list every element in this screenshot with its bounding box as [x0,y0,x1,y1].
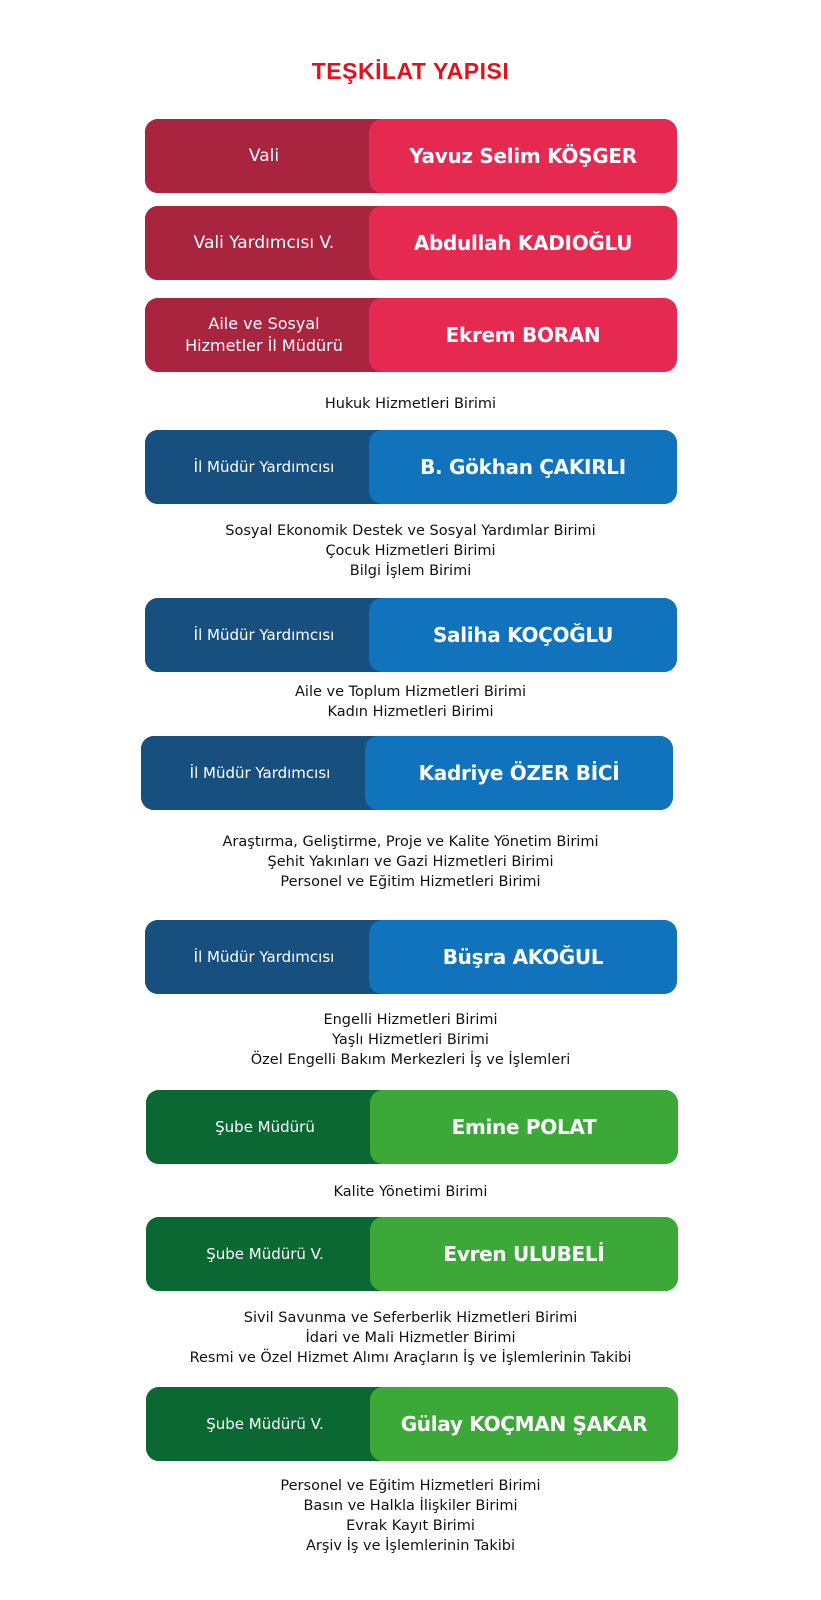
unit-item: Personel ve Eğitim Hizmetleri Birimi [280,874,541,890]
org-card-il-mudur-yardimcisi-2 [145,598,677,672]
unit-item: Resmi ve Özel Hizmet Alımı Araçların İş ve İşlemlerinin Takibi [189,1350,632,1366]
role-label-line-1: Aile ve Sosyal [208,314,320,333]
role-label: İl Müdür Yardımcısı [145,430,383,504]
role-label: Şube Müdürü V. [146,1387,384,1461]
unit-list-8 [0,1476,821,1556]
person-name: Kadriye ÖZER BİCİ [365,736,673,810]
org-card-il-mudur-yardimcisi-4 [145,920,677,994]
role-label: Vali [145,119,383,193]
role-label [145,298,383,372]
page-title: TEŞKİLAT YAPISI [311,58,510,84]
role-label: İl Müdür Yardımcısı [141,736,379,810]
org-card-il-mudur-yardimcisi-3 [141,736,673,810]
role-label: Vali Yardımcısı V. [145,206,383,280]
person-name: Yavuz Selim KÖŞGER [369,119,677,193]
unit-item: Özel Engelli Bakım Merkezleri İş ve İşlemleri [250,1052,571,1068]
role-label: İl Müdür Yardımcısı [145,598,383,672]
unit-item: Aile ve Toplum Hizmetleri Birimi [295,684,526,700]
role-label: Şube Müdürü V. [146,1217,384,1291]
unit-item: Engelli Hizmetleri Birimi [323,1012,498,1028]
unit-list-hukuk [0,394,821,414]
unit-item: Evrak Kayıt Birimi [346,1518,475,1534]
org-card-sube-muduru-3 [146,1387,678,1461]
unit-list-5 [0,1010,821,1070]
role-label-line-2: Hizmetler İl Müdürü [185,336,343,355]
person-name: Saliha KOÇOĞLU [369,598,677,672]
person-name: Emine POLAT [370,1090,678,1164]
org-card-vali-yardimcisi [145,206,677,280]
org-card-sube-muduru-2 [146,1217,678,1291]
role-label: İl Müdür Yardımcısı [145,920,383,994]
org-card-il-muduru [145,298,677,372]
unit-item: İdari ve Mali Hizmetler Birimi [305,1330,516,1346]
unit-item: Sosyal Ekonomik Destek ve Sosyal Yardımlar Birimi [225,523,596,539]
org-card-vali [145,119,677,193]
unit-list-4 [0,832,821,892]
person-name: Ekrem BORAN [369,298,677,372]
unit-list-7 [0,1308,821,1368]
unit-item: Araştırma, Geliştirme, Proje ve Kalite Yönetim Birimi [222,834,599,850]
unit-item: Çocuk Hizmetleri Birimi [325,543,496,559]
unit-list-6 [0,1182,821,1202]
org-card-il-mudur-yardimcisi-1 [145,430,677,504]
unit-item: Kalite Yönetimi Birimi [333,1184,488,1200]
unit-list-2 [0,521,821,581]
unit-item: Basın ve Halkla İlişkiler Birimi [303,1498,518,1514]
unit-list-3 [0,682,821,722]
unit-item: Bilgi İşlem Birimi [349,563,472,579]
unit-item: Arşiv İş ve İşlemlerinin Takibi [305,1538,516,1554]
role-label: Şube Müdürü [146,1090,384,1164]
person-name: Abdullah KADIOĞLU [369,206,677,280]
person-name: B. Gökhan ÇAKIRLI [369,430,677,504]
org-card-sube-muduru-1 [146,1090,678,1164]
unit-item: Personel ve Eğitim Hizmetleri Birimi [280,1478,541,1494]
unit-item: Yaşlı Hizmetleri Birimi [332,1032,489,1048]
unit-item: Kadın Hizmetleri Birimi [327,704,494,720]
unit-item: Hukuk Hizmetleri Birimi [324,396,497,412]
person-name: Gülay KOÇMAN ŞAKAR [370,1387,678,1461]
unit-item: Sivil Savunma ve Seferberlik Hizmetleri Birimi [243,1310,578,1326]
person-name: Evren ULUBELİ [370,1217,678,1291]
unit-item: Şehit Yakınları ve Gazi Hizmetleri Birimi [267,854,554,870]
person-name: Büşra AKOĞUL [369,920,677,994]
